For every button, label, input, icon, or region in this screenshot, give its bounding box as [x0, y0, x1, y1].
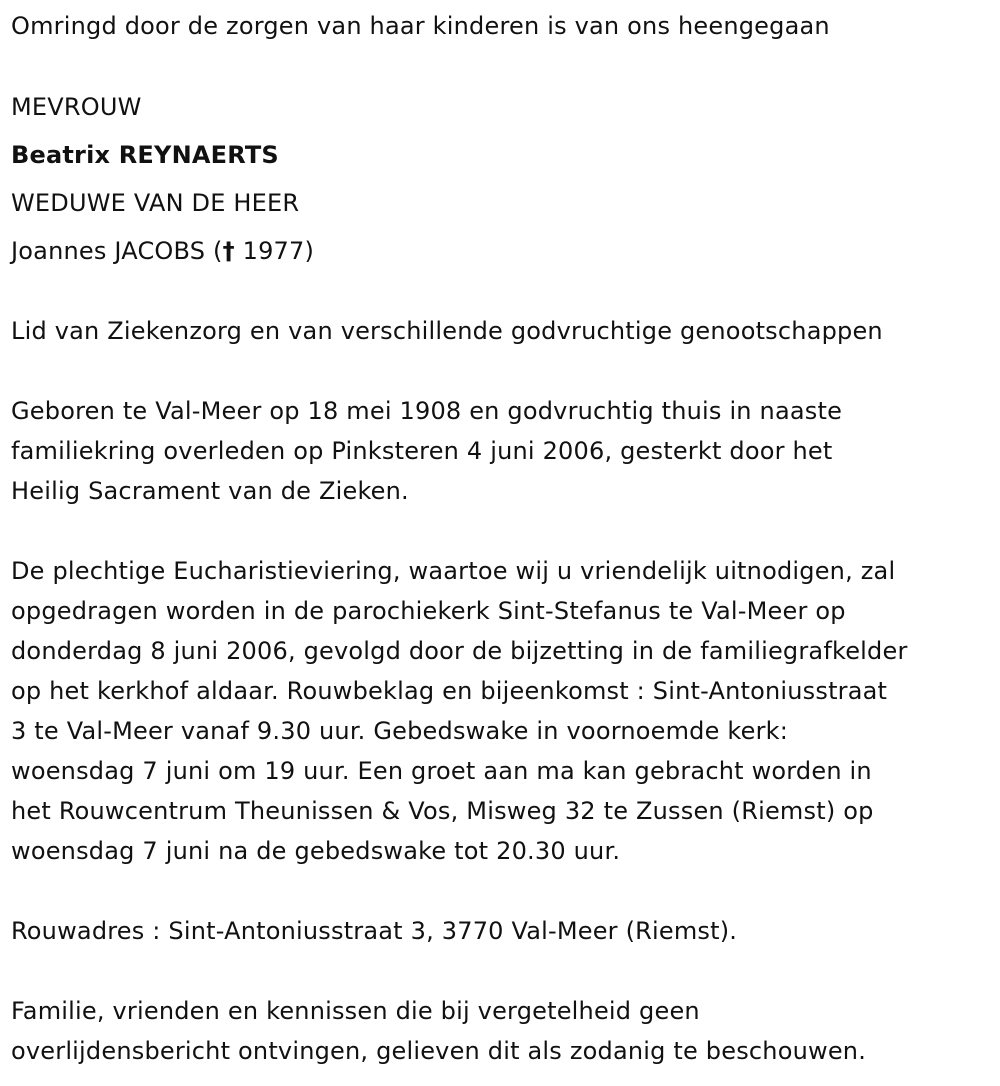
membership-line: Lid van Ziekenzorg en van verschillende godvruchtige genootschappen — [11, 317, 883, 345]
closing-line: overlijdensbericht ontvingen, gelieven dit als zodanig te beschouwen. — [11, 1037, 867, 1065]
spouse-line — [11, 239, 314, 263]
mourning-address: Rouwadres : Sint-Antoniusstraat 3, 3770 Val-Meer (Riemst). — [11, 917, 738, 945]
ceremony-line: donderdag 8 juni 2006, gevolgd door de bijzetting in de familiegrafkelder — [11, 637, 908, 665]
ceremony-line: op het kerkhof aldaar. Rouwbeklag en bijeenkomst : Sint-Antoniusstraat — [11, 677, 888, 705]
birth-death-line: Geboren te Val-Meer op 18 mei 1908 en godvruchtig thuis in naaste — [11, 397, 843, 425]
ceremony-line: woensdag 7 juni om 19 uur. Een groet aan ma kan gebracht worden in — [11, 757, 872, 785]
spouse-year: 1977) — [234, 237, 315, 265]
ceremony-line: De plechtige Eucharistieviering, waartoe wij u vriendelijk uitnodigen, zal — [11, 557, 896, 585]
cross-icon: † — [222, 237, 235, 265]
ceremony-line: het Rouwcentrum Theunissen & Vos, Misweg 32 te Zussen (Riemst) op — [11, 797, 874, 825]
ceremony-line: 3 te Val-Meer vanaf 9.30 uur. Gebedswake in voornoemde kerk: — [11, 717, 789, 745]
birth-death-line: familiekring overleden op Pinksteren 4 juni 2006, gesterkt door het — [11, 437, 833, 465]
intro-line: Omringd door de zorgen van haar kinderen is van ons heengegaan — [11, 12, 830, 40]
spouse-name: Joannes JACOBS ( — [11, 237, 223, 265]
widow-of-line: WEDUWE VAN DE HEER — [11, 189, 300, 217]
deceased-name: Beatrix REYNAERTS — [11, 141, 279, 169]
deceased-title: MEVROUW — [11, 93, 142, 121]
ceremony-line: opgedragen worden in de parochiekerk Sint-Stefanus te Val-Meer op — [11, 597, 846, 625]
ceremony-line: woensdag 7 juni na de gebedswake tot 20.30 uur. — [11, 837, 621, 865]
closing-line: Familie, vrienden en kennissen die bij vergetelheid geen — [11, 997, 700, 1025]
birth-death-line: Heilig Sacrament van de Zieken. — [11, 477, 409, 505]
